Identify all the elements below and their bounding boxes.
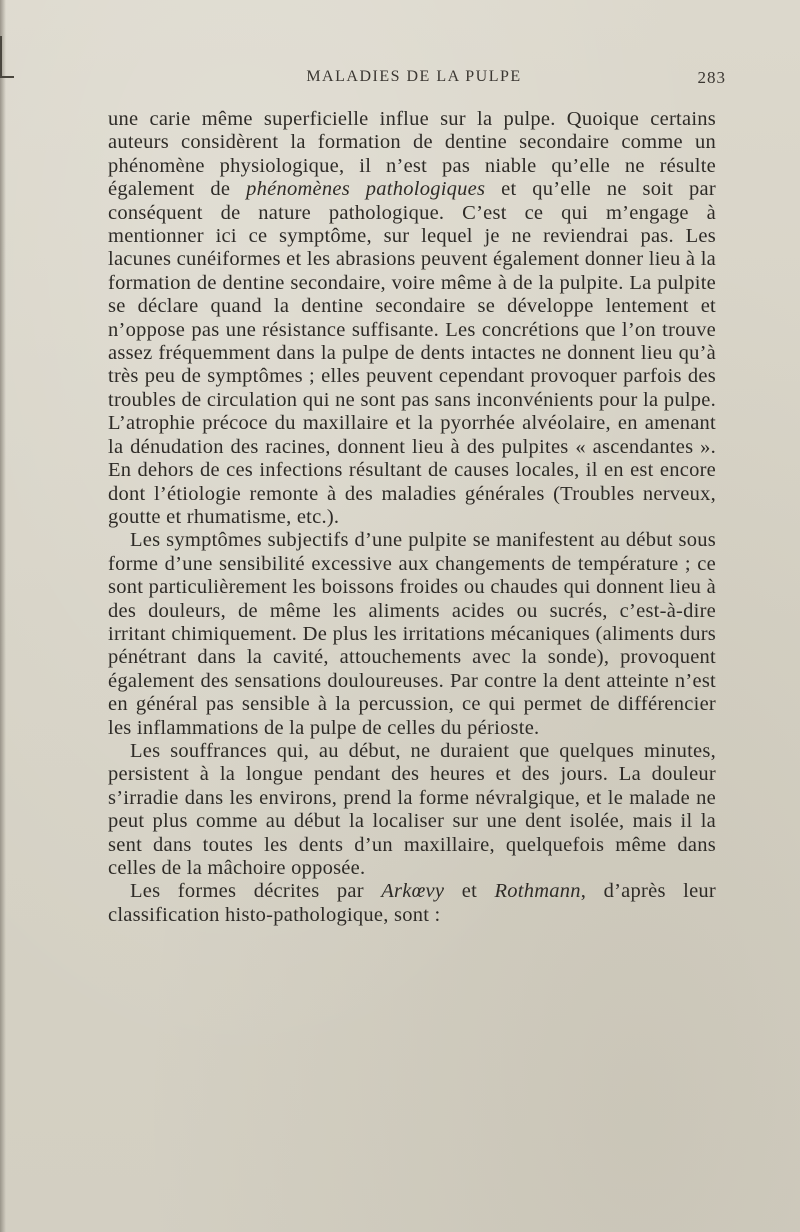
text-segment: et qu’elle ne soit par conséquent de nature pathologique. C’est ce qui m’engage à mentionner ici ce symptôme, sur lequel je ne reviendrai pas. Les lacunes cunéiformes et les abrasions peuvent également donner lieu à la formation de dentine secondaire, voire même à de la pulpite. La pulpite se déclare quand la dentine secondaire se développe lentement et n’oppose pas une résistance suffisante. Les concrétions que l’on trouve assez fréquemment dans la pulpe de dents intactes ne donnent lieu qu’à très peu de symptômes ; elles peuvent cependant provoquer parfois des troubles de circulation qui ne sont pas sans inconvénients pour la pulpe. L’atrophie précoce du maxillaire et la pyorrhée alvéolaire, en amenant la dénudation des racines, donnent lieu à des pulpites « ascendantes ». En dehors de ces infections résultant de causes locales, il en est encore dont l’étiologie remonte à des maladies générales (Troubles nerveux, goutte et rhumatisme, etc.). [108,178,716,528]
binding-edge [0,0,6,1232]
text-segment: et [444,880,495,903]
author-name: Arkœvy [381,880,445,903]
text-segment: , d’après leur classification histo-pathologique, sont : [108,880,717,926]
paragraph-4 [108,880,716,927]
running-title: MALADIES DE LA PULPE [306,68,522,85]
page-number: 283 [697,68,726,87]
body-text [108,108,716,927]
text-segment: Les symptômes subjectifs d’une pulpite se manifestent au début sous forme d’une sensibilité excessive aux changements de température ; ce sont particulièrement les boissons froides ou chaudes qui donnent lieu à des douleurs, de même les aliments acides ou sucrés, c’est-à-dire irritant chimiquement. De plus les irritations mécaniques (aliments durs pénétrant dans la cavité, attouchements avec la sonde), provoquent également des sensations douloureuses. Par contre la dent atteinte n’est en général pas sensible à la percussion, ce qui permet de différencier les inflammations de la pulpe de celles du périoste. [108,529,716,739]
paragraph-3 [108,740,716,880]
corner-mark [0,36,14,78]
author-name: Rothmann [494,880,581,903]
text-segment: Les souffrances qui, au début, ne duraient que quelques minutes, persistent à la longue pendant des heures et des jours. La douleur s’irradie dans les environs, prend la forme névralgique, et le malade ne peut plus comme au début la localiser sur une dent isolée, mais il la sent dans toutes les dents d’un maxillaire, quelquefois même dans celles de la mâchoire opposée. [108,739,716,879]
text-segment: Les formes décrites par [130,880,382,903]
running-head [108,68,726,90]
paragraph-1 [108,108,716,529]
text-segment: une carie même superficielle influe sur la pulpe. Quoique certains auteurs considèrent la formation de dentine secondaire comme un phénomène physiologique, il n’est pas niable qu’elle ne résulte également de [108,108,716,201]
paragraph-2 [108,529,716,740]
italic-segment: phénomènes pathologiques [246,178,486,201]
